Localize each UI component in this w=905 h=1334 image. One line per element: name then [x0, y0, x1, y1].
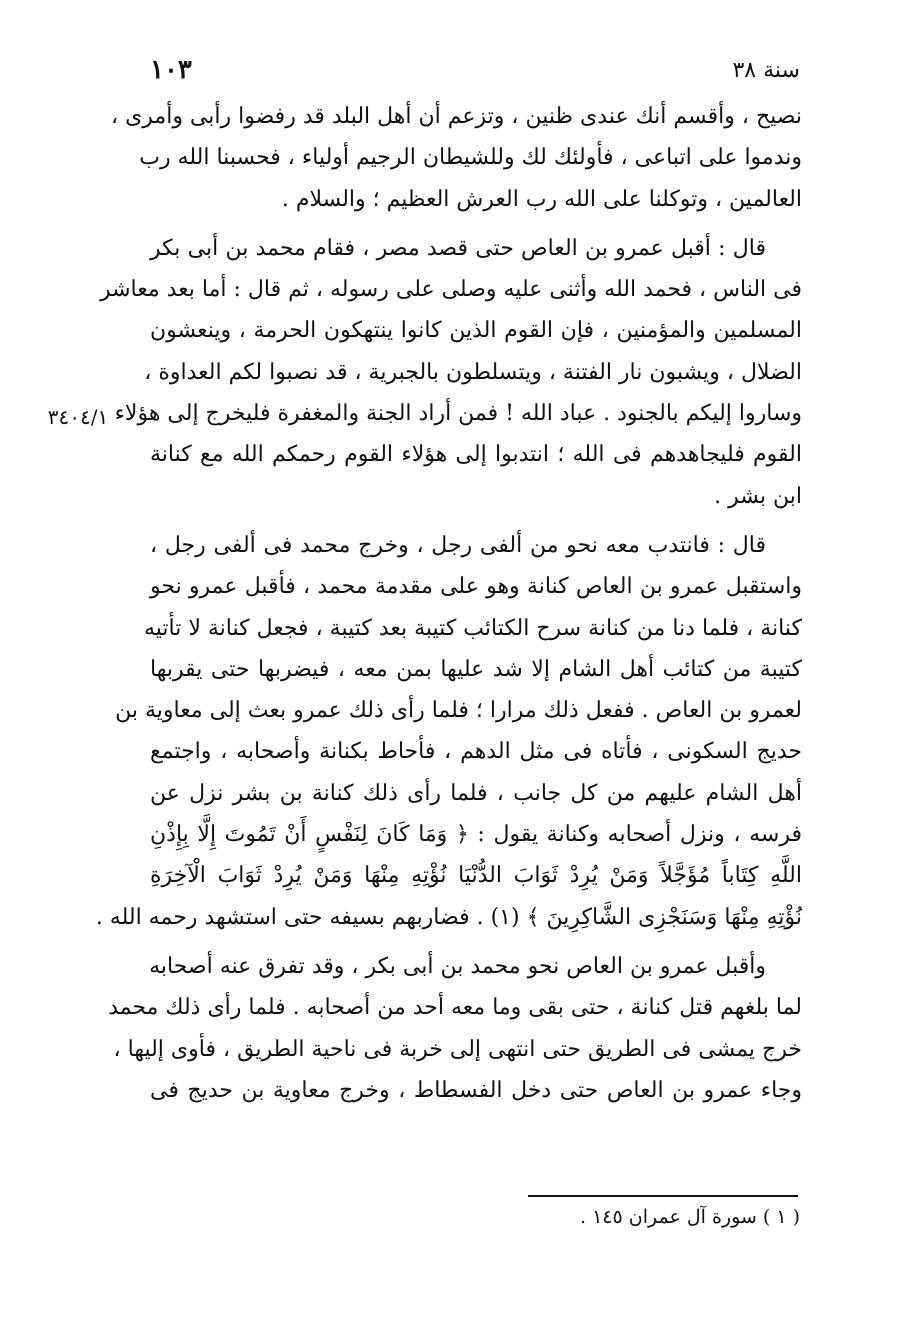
text-line: الضلال ، ويشبون نار الفتنة ، ويتسلطون بالجبرية ، قد نصبوا لكم العداوة ،: [144, 359, 802, 385]
footnote-divider: [528, 1195, 798, 1197]
quran-verse-line: نُؤْتِهِ مِنْهَا وَسَنَجْزِى الشَّاكِرِينَ ﴾ (١) . فضاربهم بسيفه حتى استشهد رحمه الله .: [95, 904, 802, 930]
text-line: لعمرو بن العاص . ففعل ذلك مرارا ؛ فلما رأى ذلك عمرو بعث إلى معاوية بن: [115, 698, 802, 724]
text-line: العالمين ، وتوكلنا على الله رب العرش العظيم ؛ والسلام .: [281, 186, 802, 212]
page-header: [150, 50, 800, 90]
text-line: نصيح ، وأقسم أنك عندى ظنين ، وتزعم أن أهل البلد قد رفضوا رأبى وأمرى ،: [110, 104, 802, 129]
text-line: وندموا على اتباعى ، فأولئك لك وللشيطان الرجيم أولياء ، فحسبنا الله رب: [139, 145, 802, 171]
footnote: ( ١ ) سورة آل عمران ١٤٥ .: [580, 1206, 800, 1228]
text-line: قال : أقبل عمرو بن العاص حتى قصد مصر ، فقام محمد بن أبى بكر: [150, 235, 766, 261]
text-line: واستقبل عمرو بن العاص كنانة وهو على مقدمة محمد ، فأقبل عمرو نحو: [150, 574, 802, 600]
text-line: المسلمين والمؤمنين ، فإن القوم الذين كانوا ينتهكون الحرمة ، وينعشون: [150, 318, 802, 344]
text-line: كنانة ، فلما دنا من كنانة سرح الكتائب كتيبة بعد كتيبة ، فجعل كنانة لا تأتيه: [143, 615, 802, 641]
text-line: ابن بشر .: [714, 483, 802, 509]
text-line: لما بلغهم قتل كنانة ، حتى بقى وما معه أحد من أصحابه . فلما رأى ذلك محمد: [108, 995, 802, 1021]
text-line: وأقبل عمرو بن العاص نحو محمد بن أبى بكر ، وقد تفرق عنه أصحابه: [149, 953, 766, 979]
page-number: ١٠٣: [150, 55, 192, 85]
text-line: أهل الشام عليهم من كل جانب ، فلما رأى ذلك كنانة بن بشر نزل عن: [150, 780, 802, 806]
year-heading: سنة ٣٨: [732, 57, 800, 83]
text-line: وساروا إليكم بالجنود . عباد الله ! فمن أراد الجنة والمغفرة فليخرج إلى هؤلاء: [114, 401, 802, 427]
quran-verse-line: فرسه ، ونزل أصحابه وكنانة يقول : ﴿ وَمَا كَانَ لِنَفْسٍ أَنْ تَمُوتَ إِلَّا بِإِذْنِ: [150, 822, 802, 848]
text-line: خرج يمشى فى الطريق حتى انتهى إلى خربة فى ناحية الطريق ، فأوى إليها ،: [113, 1036, 802, 1062]
margin-reference: ٣٤٠٤/١: [47, 405, 109, 429]
paragraph-1: [110, 96, 802, 220]
text-line: وجاء عمرو بن العاص حتى دخل الفسطاط ، وخرج معاوية بن حديج فى: [150, 1077, 802, 1103]
main-text: [95, 96, 802, 1111]
text-line: كتيبة من كتائب أهل الشام إلا شد عليها بمن معه ، فيضربها حتى يقربها: [150, 656, 802, 682]
paragraph-4: [108, 946, 802, 1111]
text-line: قال : فانتدب معه نحو من ألفى رجل ، وخرج محمد فى ألفى رجل ،: [150, 532, 766, 558]
paragraph-2: [99, 228, 802, 517]
text-line: فى الناس ، فحمد الله وأثنى عليه وصلى على رسوله ، ثم قال : أما بعد معاشر: [99, 277, 802, 303]
quran-verse-line: اللَّهِ كِتَاباً مُؤَجَّلاً وَمَنْ يُرِدْ ثَوَابَ الدُّنْيَا نُؤْتِهِ مِنْهَا وَمَنْ يُرِدْ ثَوَابَ الْآخِرَةِ: [150, 863, 802, 889]
paragraph-3: [95, 525, 802, 938]
text-line: حديج السكونى ، فأتاه فى مثل الدهم ، فأحاط بكنانة وأصحابه ، واجتمع: [150, 739, 802, 765]
text-line: القوم فليجاهدهم فى الله ؛ انتدبوا إلى هؤلاء القوم رحمكم الله مع كنانة: [150, 442, 802, 468]
